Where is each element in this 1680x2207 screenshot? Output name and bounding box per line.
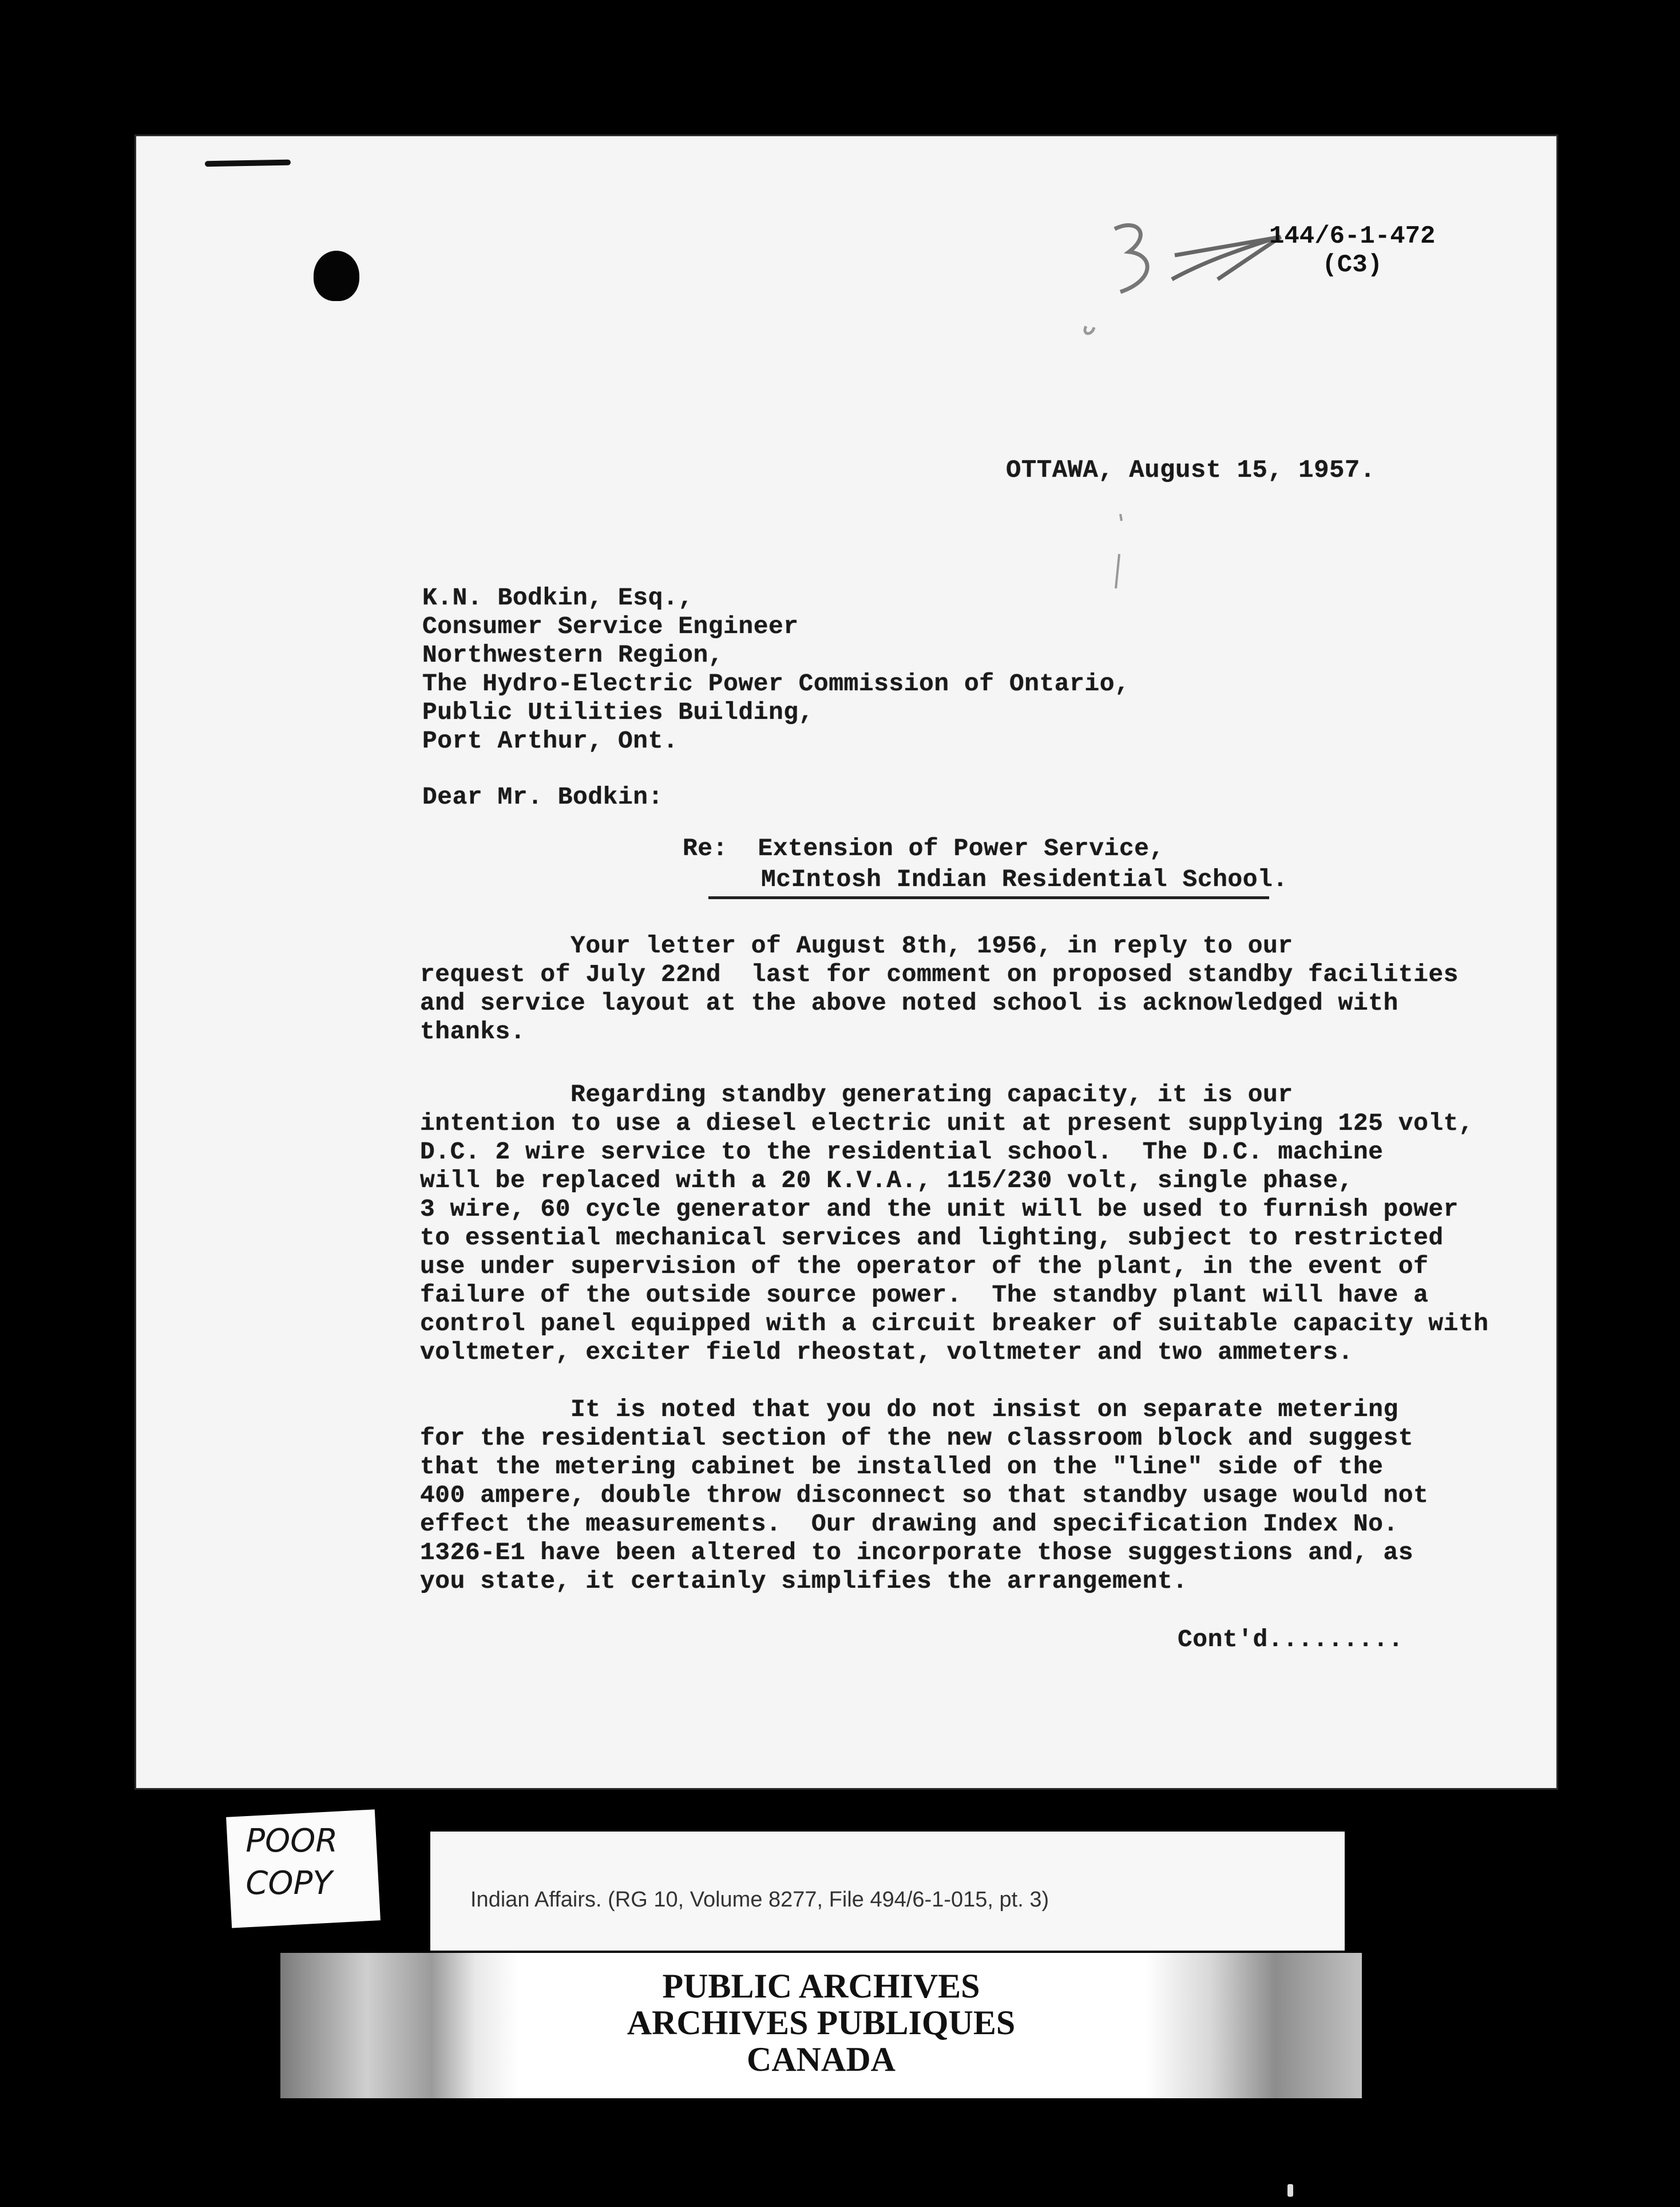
paragraph-line: request of July 22nd last for comment on proposed standby facilities: [420, 960, 1459, 988]
file-code: (C3): [1322, 251, 1383, 279]
paragraph-line: 3 wire, 60 cycle generator and the unit will be used to furnish power: [420, 1195, 1459, 1223]
paragraph-line: effect the measurements. Our drawing and specification Index No.: [420, 1510, 1398, 1538]
subject-title: Extension of Power Service,: [758, 834, 1164, 863]
subject-line: [683, 834, 1164, 863]
archives-stamp-strip: [280, 1953, 1362, 2098]
subject-school: McIntosh Indian Residential School.: [761, 865, 1288, 893]
paragraph-line: that the metering cabinet be installed on the "line" side of the: [420, 1453, 1384, 1481]
continued-marker: Cont'd.........: [1178, 1625, 1404, 1654]
paragraph-line: D.C. 2 wire service to the residential school. The D.C. machine: [420, 1138, 1384, 1166]
pencil-mark: [1109, 514, 1132, 594]
archives-line: PUBLIC ARCHIVES: [662, 1967, 980, 2005]
recipient-line: Public Utilities Building,: [422, 698, 814, 726]
poor-copy-tag: [226, 1809, 381, 1928]
margin-dash-mark: [205, 160, 291, 167]
date-line: OTTAWA, August 15, 1957.: [1006, 456, 1376, 485]
salutation: Dear Mr. Bodkin:: [422, 783, 663, 811]
recipient-line: Port Arthur, Ont.: [422, 727, 679, 755]
paragraph-line: control panel equipped with a circuit breaker of suitable capacity with: [420, 1310, 1489, 1338]
poor-copy-label: [245, 1820, 366, 1905]
archives-line: CANADA: [747, 2040, 896, 2078]
archives-line: ARCHIVES PUBLIQUES: [627, 2004, 1016, 2042]
subject-underline: [708, 896, 1269, 899]
recipient-line: The Hydro-Electric Power Commission of Ontario,: [422, 670, 1130, 698]
archives-stamp-text: [280, 1968, 1362, 2078]
archive-reference-text: Indian Affairs. (RG 10, Volume 8277, File 494/6-1-015, pt. 3): [470, 1888, 1049, 1912]
paragraph-line: voltmeter, exciter field rheostat, voltmeter and two ammeters.: [420, 1338, 1353, 1366]
archive-reference-label: [430, 1832, 1345, 1951]
punch-hole-icon: [314, 251, 359, 301]
recipient-line: Northwestern Region,: [422, 641, 724, 669]
poor-copy-word: POOR: [245, 1822, 338, 1860]
recipient-line: K.N. Bodkin, Esq.,: [422, 584, 694, 612]
paragraph-line: Your letter of August 8th, 1956, in reply to our: [420, 932, 1293, 960]
poor-copy-word: COPY: [245, 1864, 332, 1902]
file-number-stamp: [1269, 222, 1435, 279]
recipient-line: Consumer Service Engineer: [422, 612, 799, 640]
film-corner-mark: [1287, 2184, 1293, 2197]
paragraph-line: will be replaced with a 20 K.V.A., 115/230 volt, single phase,: [420, 1166, 1353, 1195]
paragraph-line: 1326-E1 have been altered to incorporate those suggestions and, as: [420, 1538, 1414, 1567]
paragraph-line: to essential mechanical services and lighting, subject to restricted: [420, 1224, 1444, 1252]
paragraph-line: Regarding standby generating capacity, it is our: [420, 1081, 1293, 1109]
re-label: Re:: [683, 834, 728, 863]
paragraph-line: thanks.: [420, 1018, 526, 1046]
paragraph-line: and service layout at the above noted school is acknowledged with: [420, 989, 1398, 1017]
paragraph-line: you state, it certainly simplifies the arrangement.: [420, 1567, 1188, 1595]
paragraph-line: failure of the outside source power. The standby plant will have a: [420, 1281, 1429, 1309]
letter-sheet: [136, 136, 1556, 1788]
paragraph-line: intention to use a diesel electric unit at present supplying 125 volt,: [420, 1109, 1474, 1137]
paragraph-line: 400 ampere, double throw disconnect so that standby usage would not: [420, 1481, 1429, 1509]
paragraph-line: use under supervision of the operator of the plant, in the event of: [420, 1252, 1429, 1280]
paragraph-line: It is noted that you do not insist on separate metering: [420, 1395, 1398, 1423]
file-number: 144/6-1-472: [1269, 222, 1436, 251]
paragraph-line: for the residential section of the new classroom block and suggest: [420, 1424, 1414, 1452]
